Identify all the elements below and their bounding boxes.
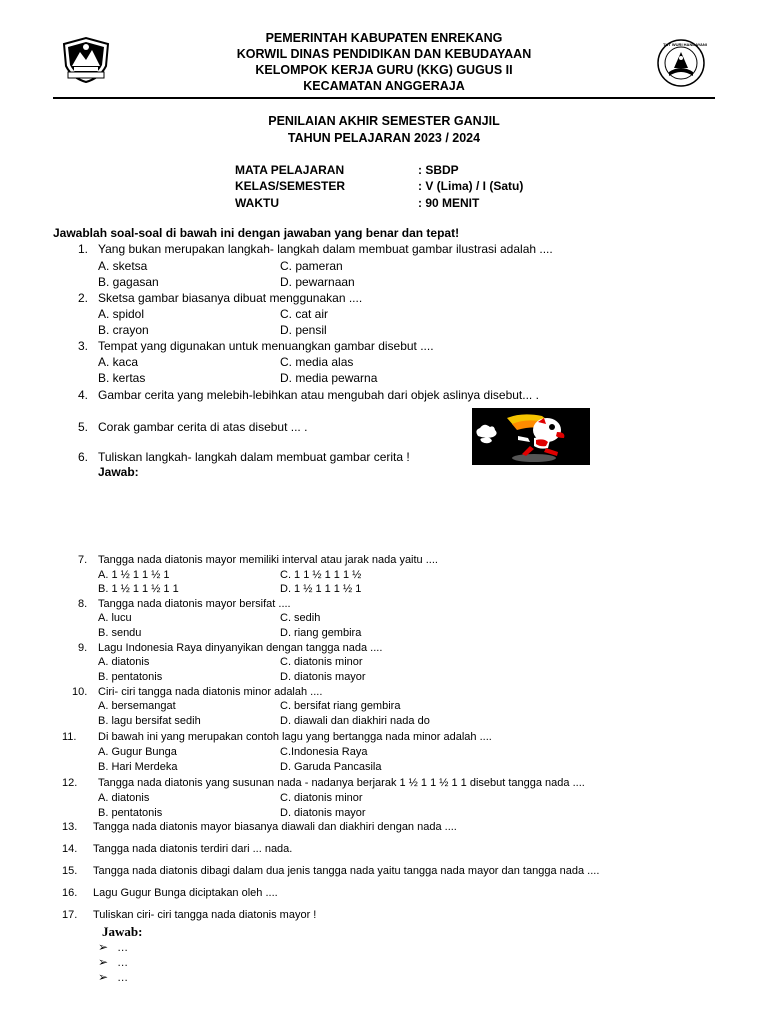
- option-a: A. spidol: [98, 307, 145, 321]
- option-d: D. pewarnaan: [280, 275, 355, 289]
- question-text: Tangga nada diatonis terdiri dari ... nada.: [93, 843, 293, 855]
- question-text: Tangga nada diatonis mayor biasanya diawali dan diakhiri dengan nada ....: [93, 821, 457, 833]
- option-d: D. Garuda Pancasila: [280, 761, 382, 773]
- bullet-text: …: [117, 957, 129, 969]
- subject-label: MATA PELAJARAN: [235, 163, 345, 177]
- header-line-1: PEMERINTAH KABUPATEN ENREKANG: [265, 31, 503, 45]
- option-d: D. pensil: [280, 323, 327, 337]
- question-number: 5.: [78, 420, 89, 434]
- question-text: Tangga nada diatonis mayor bersifat ....: [98, 598, 291, 610]
- question-text: Lagu Indonesia Raya dinyanyikan dengan tangga nada ....: [98, 642, 383, 654]
- option-c: C.Indonesia Raya: [280, 746, 368, 758]
- header-divider: [53, 97, 715, 99]
- option-c: C. diatonis minor: [280, 792, 363, 804]
- option-d: D. diatonis mayor: [280, 671, 366, 683]
- header-line-2: KORWIL DINAS PENDIDIKAN DAN KEBUDAYAAN: [236, 47, 532, 61]
- instruction: Jawablah soal-soal di bawah ini dengan jawaban yang benar dan tepat!: [53, 226, 460, 240]
- option-a: A. bersemangat: [98, 700, 176, 712]
- arrow-bullet-icon: ➢: [98, 955, 109, 969]
- answer-label: Jawab:: [98, 465, 139, 479]
- question-number: 6.: [78, 450, 89, 464]
- question-text: Tuliskan langkah- langkah dalam membuat gambar cerita !: [98, 450, 410, 464]
- question-number: 12.: [62, 777, 78, 789]
- time-label: WAKTU: [235, 196, 279, 210]
- question-text: Tangga nada diatonis dibagi dalam dua jenis tangga nada yaitu tangga nada mayor dan tangga nada ....: [93, 865, 600, 877]
- question-text: Gambar cerita yang melebih-lebihkan atau mengubah dari objek aslinya disebut... .: [98, 388, 539, 402]
- header-line-4: KECAMATAN ANGGERAJA: [303, 79, 465, 93]
- exam-title: PENILAIAN AKHIR SEMESTER GANJIL: [268, 114, 500, 128]
- option-b: B. kertas: [98, 371, 146, 385]
- question-number: 10.: [72, 686, 88, 698]
- class-label: KELAS/SEMESTER: [235, 179, 346, 193]
- question-number: 1.: [78, 242, 89, 256]
- option-a: A. 1 ½ 1 1 ½ 1: [98, 569, 170, 581]
- time-value: : 90 MENIT: [418, 196, 480, 210]
- question-number: 17.: [62, 909, 78, 921]
- bullet-text: …: [117, 972, 129, 984]
- answer-label: Jawab:: [102, 924, 143, 939]
- header-line-3: KELOMPOK KERJA GURU (KKG) GUGUS II: [255, 63, 513, 77]
- bullet-item: [98, 955, 128, 969]
- question-number: 7.: [78, 554, 88, 566]
- option-b: B. sendu: [98, 627, 142, 639]
- question-number: 14.: [62, 843, 78, 855]
- question-number: 4.: [78, 388, 89, 402]
- question-number: 13.: [62, 821, 78, 833]
- question-text: Corak gambar cerita di atas disebut ... .: [98, 420, 308, 434]
- option-d: D. 1 ½ 1 1 1 ½ 1: [280, 583, 362, 595]
- option-c: C. bersifat riang gembira: [280, 700, 401, 712]
- option-b: B. pentatonis: [98, 671, 163, 683]
- option-b: B. Hari Merdeka: [98, 761, 178, 773]
- option-b: B. 1 ½ 1 1 ½ 1 1: [98, 583, 179, 595]
- question-text: Tuliskan ciri- ciri tangga nada diatonis mayor !: [93, 909, 317, 921]
- subject-value: : SBDP: [418, 163, 459, 177]
- question-number: 8.: [78, 598, 88, 610]
- class-value: : V (Lima) / I (Satu): [418, 179, 524, 193]
- question-number: 3.: [78, 339, 89, 353]
- question-text: Tangga nada diatonis yang susunan nada - nadanya berjarak 1 ½ 1 1 ½ 1 1 disebut tangga nada ....: [98, 777, 585, 789]
- option-d: D. riang gembira: [280, 627, 362, 639]
- arrow-bullet-icon: ➢: [98, 940, 109, 954]
- bullet-item: [98, 970, 128, 984]
- question-text: Ciri- ciri tangga nada diatonis minor adalah ....: [98, 686, 323, 698]
- option-a: A. sketsa: [98, 259, 148, 273]
- question-text: Sketsa gambar biasanya dibuat menggunakan ....: [98, 291, 363, 305]
- option-c: C. cat air: [280, 307, 329, 321]
- question-number: 15.: [62, 865, 78, 877]
- option-d: D. diatonis mayor: [280, 807, 366, 819]
- option-b: B. crayon: [98, 323, 149, 337]
- option-a: A. kaca: [98, 355, 139, 369]
- question-text: Di bawah ini yang merupakan contoh lagu yang bertangga nada minor adalah ....: [98, 731, 492, 743]
- question-text: Tempat yang digunakan untuk menuangkan gambar disebut ....: [98, 339, 434, 353]
- logo-motto-text: TUT WURI HANDAYANI: [663, 42, 707, 47]
- option-b: B. gagasan: [98, 275, 159, 289]
- question-text: Tangga nada diatonis mayor memiliki interval atau jarak nada yaitu ....: [98, 554, 438, 566]
- option-c: C. media alas: [280, 355, 354, 369]
- question-number: 11.: [62, 731, 77, 743]
- question-text: Yang bukan merupakan langkah- langkah dalam membuat gambar ilustrasi adalah ....: [98, 242, 553, 256]
- option-a: A. diatonis: [98, 792, 150, 804]
- question-number: 9.: [78, 642, 88, 654]
- option-b: B. lagu bersifat sedih: [98, 715, 201, 727]
- option-d: D. media pewarna: [280, 371, 378, 385]
- option-a: A. diatonis: [98, 656, 150, 668]
- option-b: B. pentatonis: [98, 807, 163, 819]
- option-c: C. diatonis minor: [280, 656, 363, 668]
- bullet-text: …: [117, 942, 129, 954]
- bullet-item: [98, 940, 128, 954]
- arrow-bullet-icon: ➢: [98, 970, 109, 984]
- option-a: A. lucu: [98, 612, 132, 624]
- option-c: C. sedih: [280, 612, 321, 624]
- option-a: A. Gugur Bunga: [98, 746, 177, 758]
- question-number: 16.: [62, 887, 78, 899]
- exam-year: TAHUN PELAJARAN 2023 / 2024: [287, 131, 481, 145]
- option-c: C. pameran: [280, 259, 343, 273]
- running-cartoon-illustration: [472, 408, 590, 465]
- question-number: 2.: [78, 291, 89, 305]
- option-c: C. 1 1 ½ 1 1 1 ½: [280, 569, 362, 581]
- question-text: Lagu Gugur Bunga diciptakan oleh ....: [93, 887, 278, 899]
- option-d: D. diawali dan diakhiri nada do: [280, 715, 430, 727]
